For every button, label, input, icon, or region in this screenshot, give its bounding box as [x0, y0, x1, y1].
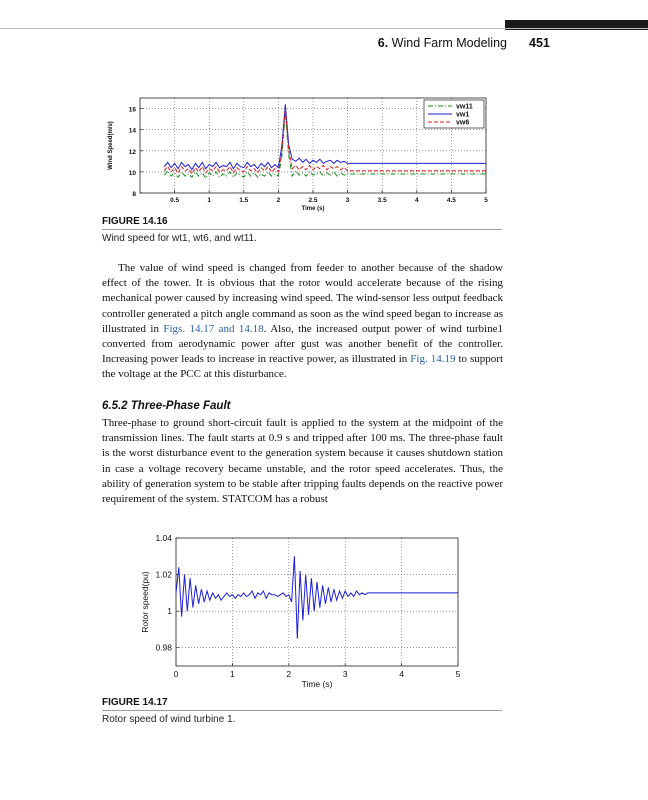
x-tick-label: 1 — [230, 669, 235, 679]
header-rule — [0, 28, 648, 29]
figure-14-16-caption: Wind speed for wt1, wt6, and wt11. — [102, 233, 257, 244]
plot-frame — [176, 538, 458, 666]
y-axis-label: Rotor speed(pu) — [140, 571, 150, 633]
y-tick-label: 8 — [132, 191, 136, 198]
x-tick-label: 5 — [484, 197, 488, 204]
figure-14-16 — [100, 92, 500, 214]
legend-label: vw6 — [456, 119, 470, 127]
caption-rule — [102, 229, 502, 230]
x-tick-label: 2 — [276, 197, 281, 204]
paragraph-text: The value of wind speed is changed from feeder to another because of the shadow effect of the tower. It is obvious that the rotor would accelerate because of the rising mechanical power caused by increasing wind speed. The wind-sensor less output feedback controller generated a pitch angle command as soon as the wind speed began to increase as illustrated in — [102, 262, 503, 335]
y-tick-label: 1 — [167, 606, 172, 617]
x-tick-label: 2 — [286, 669, 292, 679]
rotor-speed-chart — [138, 532, 478, 694]
y-axis-label: Wind Speed(m/s) — [108, 121, 114, 170]
body-paragraph-1 — [102, 261, 503, 383]
x-tick-label: 2.5 — [308, 197, 318, 204]
x-axis-label: Time (s) — [301, 206, 325, 212]
x-axis-label: Time (s) — [301, 679, 333, 689]
chapter-title: Wind Farm Modeling — [391, 36, 507, 50]
figure-14-17-label: FIGURE 14.17 — [102, 697, 168, 708]
chapter-number: 6. — [377, 36, 389, 50]
figure-reference-link[interactable]: Figs. 14.17 and 14.18 — [163, 322, 264, 335]
body-paragraph-2: Three-phase to ground short-circuit fault is applied to the system at the midpoint of the transmission lines. The fault starts at 0.9 s and tripped after 100 ms. The three-phase fault is the worst disturbance event to the generation system because it causes shutdown station in case a voltage recovery became unstable, and the rotor speed accelerates. Thus, the ability of generation system to be stable after tripping faults depends on the reactive power requirement of the system. STATCOM has a robust — [102, 417, 503, 506]
y-tick-label: 1.04 — [155, 533, 172, 543]
y-tick-label: 0.98 — [155, 642, 172, 653]
running-head — [378, 36, 507, 50]
legend-label: vw1 — [456, 111, 470, 119]
x-tick-label: 0.5 — [170, 197, 180, 204]
y-tick-label: 12 — [128, 148, 136, 156]
x-tick-label: 3 — [345, 197, 350, 204]
figure-14-17 — [138, 532, 478, 694]
x-tick-label: 4 — [399, 669, 404, 679]
x-tick-label: 1 — [207, 197, 212, 204]
x-tick-label: 0 — [173, 669, 179, 679]
x-tick-label: 4.5 — [446, 197, 456, 204]
y-tick-label: 16 — [128, 106, 136, 114]
figure-14-16-label: FIGURE 14.16 — [102, 216, 168, 227]
x-tick-label: 3 — [342, 669, 348, 679]
y-tick-label: 10 — [128, 169, 136, 177]
x-tick-label: 1.5 — [239, 197, 249, 204]
section-heading: 6.5.2 Three-Phase Fault — [102, 400, 231, 412]
paragraph-text: . Also, the increased output power of wind turbine1 converted from aerodynamic power after gust was another benefit of the controller. Increasing power leads to increase in reactive power, as illustrated in — [102, 322, 503, 366]
x-tick-label: 3.5 — [377, 197, 387, 204]
legend-label: vw11 — [456, 103, 473, 111]
y-tick-label: 1.02 — [155, 569, 172, 580]
paragraph-text: to support the voltage at the PCC at this disturbance. — [102, 353, 503, 381]
y-tick-label: 14 — [128, 127, 136, 135]
series-line-rotor-speed — [176, 556, 458, 638]
x-tick-label: 5 — [455, 669, 461, 679]
caption-rule — [102, 710, 502, 711]
wind-speed-chart — [100, 92, 500, 214]
x-tick-label: 4 — [414, 197, 419, 204]
page-number: 451 — [529, 36, 550, 50]
figure-reference-link[interactable]: Fig. 14.19 — [410, 353, 456, 366]
figure-14-17-caption: Rotor speed of wind turbine 1. — [102, 714, 236, 725]
